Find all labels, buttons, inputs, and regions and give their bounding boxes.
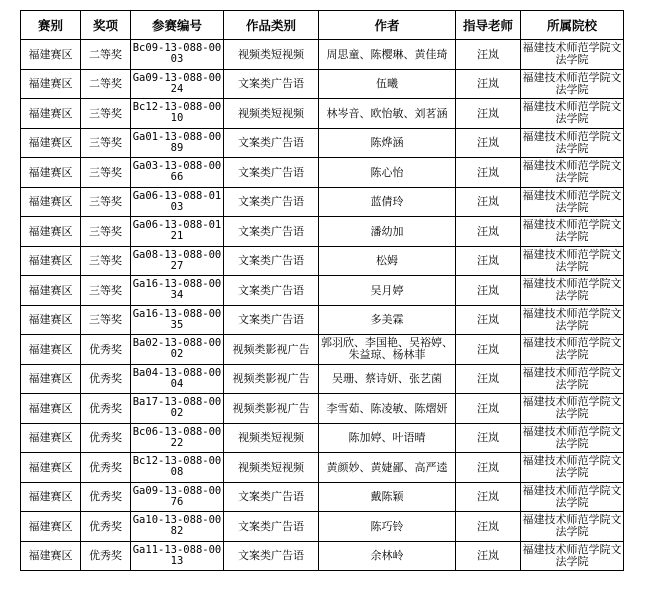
cell-award: 优秀奖 [81, 453, 131, 483]
cell-category: 文案类广告语 [224, 246, 319, 276]
cell-authors: 余林岭 [319, 541, 456, 571]
cell-category: 文案类广告语 [224, 217, 319, 247]
table-row [21, 512, 624, 542]
table-header [21, 11, 624, 40]
cell-entry-code: Ga08-13-088-0027 [131, 246, 224, 276]
cell-entry-code: Bc12-13-088-0010 [131, 99, 224, 129]
cell-award: 优秀奖 [81, 512, 131, 542]
cell-entry-code: Ga10-13-088-0082 [131, 512, 224, 542]
cell-teacher: 汪岚 [456, 423, 521, 453]
cell-school: 福建技术师范学院文法学院 [521, 276, 624, 306]
cell-entry-code: Ga09-13-088-0024 [131, 69, 224, 99]
cell-award: 优秀奖 [81, 394, 131, 424]
table-row [21, 187, 624, 217]
table-row [21, 69, 624, 99]
cell-school: 福建技术师范学院文法学院 [521, 482, 624, 512]
header-teacher: 指导老师 [456, 11, 521, 40]
header-school: 所属院校 [521, 11, 624, 40]
cell-category: 文案类广告语 [224, 128, 319, 158]
cell-school: 福建技术师范学院文法学院 [521, 40, 624, 70]
cell-teacher: 汪岚 [456, 158, 521, 188]
cell-teacher: 汪岚 [456, 482, 521, 512]
cell-category: 文案类广告语 [224, 187, 319, 217]
cell-entry-code: Ga03-13-088-0066 [131, 158, 224, 188]
cell-entry-code: Ba17-13-088-0002 [131, 394, 224, 424]
cell-teacher: 汪岚 [456, 305, 521, 335]
cell-teacher: 汪岚 [456, 364, 521, 394]
table-row [21, 217, 624, 247]
cell-teacher: 汪岚 [456, 99, 521, 129]
cell-school: 福建技术师范学院文法学院 [521, 541, 624, 571]
cell-authors: 戴陈颖 [319, 482, 456, 512]
cell-region: 福建赛区 [21, 423, 81, 453]
cell-authors: 陈加婷、叶语晴 [319, 423, 456, 453]
cell-region: 福建赛区 [21, 364, 81, 394]
cell-category: 视频类短视频 [224, 40, 319, 70]
cell-category: 视频类影视广告 [224, 364, 319, 394]
cell-award: 优秀奖 [81, 482, 131, 512]
cell-school: 福建技术师范学院文法学院 [521, 69, 624, 99]
cell-teacher: 汪岚 [456, 246, 521, 276]
cell-region: 福建赛区 [21, 40, 81, 70]
table-row [21, 335, 624, 365]
table-row [21, 364, 624, 394]
table-row [21, 276, 624, 306]
table-row [21, 453, 624, 483]
cell-category: 文案类广告语 [224, 69, 319, 99]
cell-school: 福建技术师范学院文法学院 [521, 305, 624, 335]
cell-category: 文案类广告语 [224, 276, 319, 306]
cell-authors: 李雪茹、陈凌敏、陈熠妍 [319, 394, 456, 424]
cell-entry-code: Ga09-13-088-0076 [131, 482, 224, 512]
cell-award: 二等奖 [81, 69, 131, 99]
cell-authors: 伍曦 [319, 69, 456, 99]
cell-entry-code: Ga06-13-088-0103 [131, 187, 224, 217]
cell-region: 福建赛区 [21, 276, 81, 306]
cell-authors: 黄颜妙、黄婕鄙、高严逵 [319, 453, 456, 483]
table-row [21, 99, 624, 129]
cell-award: 三等奖 [81, 246, 131, 276]
cell-award: 三等奖 [81, 217, 131, 247]
cell-category: 视频类短视频 [224, 423, 319, 453]
table-row [21, 128, 624, 158]
cell-authors: 陈烨涵 [319, 128, 456, 158]
header-row [21, 11, 624, 40]
cell-teacher: 汪岚 [456, 394, 521, 424]
cell-authors: 松姆 [319, 246, 456, 276]
cell-award: 三等奖 [81, 276, 131, 306]
cell-entry-code: Bc12-13-088-0008 [131, 453, 224, 483]
cell-authors: 吴月婷 [319, 276, 456, 306]
cell-authors: 周思童、陈樱琳、黄佳琦 [319, 40, 456, 70]
cell-region: 福建赛区 [21, 305, 81, 335]
cell-teacher: 汪岚 [456, 187, 521, 217]
cell-region: 福建赛区 [21, 482, 81, 512]
table-row [21, 246, 624, 276]
cell-authors: 吴珊、蔡诗妍、张艺菌 [319, 364, 456, 394]
cell-category: 视频类短视频 [224, 99, 319, 129]
cell-region: 福建赛区 [21, 512, 81, 542]
cell-category: 文案类广告语 [224, 541, 319, 571]
cell-entry-code: Ba04-13-088-0004 [131, 364, 224, 394]
table-body [21, 40, 624, 571]
cell-school: 福建技术师范学院文法学院 [521, 128, 624, 158]
cell-teacher: 汪岚 [456, 453, 521, 483]
cell-authors: 陈巧铃 [319, 512, 456, 542]
cell-category: 文案类广告语 [224, 305, 319, 335]
cell-category: 视频类短视频 [224, 453, 319, 483]
cell-category: 文案类广告语 [224, 158, 319, 188]
cell-region: 福建赛区 [21, 453, 81, 483]
cell-teacher: 汪岚 [456, 335, 521, 365]
cell-authors: 郭羽欣、李国艳、吴裕婷、朱益琼、杨林菲 [319, 335, 456, 365]
table-row [21, 305, 624, 335]
cell-entry-code: Bc09-13-088-0003 [131, 40, 224, 70]
cell-region: 福建赛区 [21, 99, 81, 129]
cell-entry-code: Bc06-13-088-0022 [131, 423, 224, 453]
header-region: 赛别 [21, 11, 81, 40]
cell-region: 福建赛区 [21, 335, 81, 365]
cell-region: 福建赛区 [21, 128, 81, 158]
cell-entry-code: Ba02-13-088-0002 [131, 335, 224, 365]
cell-award: 优秀奖 [81, 335, 131, 365]
cell-region: 福建赛区 [21, 69, 81, 99]
cell-entry-code: Ga16-13-088-0035 [131, 305, 224, 335]
cell-award: 三等奖 [81, 99, 131, 129]
cell-school: 福建技术师范学院文法学院 [521, 217, 624, 247]
cell-teacher: 汪岚 [456, 217, 521, 247]
cell-school: 福建技术师范学院文法学院 [521, 394, 624, 424]
cell-school: 福建技术师范学院文法学院 [521, 158, 624, 188]
table-row [21, 158, 624, 188]
cell-category: 视频类影视广告 [224, 335, 319, 365]
cell-award: 优秀奖 [81, 364, 131, 394]
cell-category: 视频类影视广告 [224, 394, 319, 424]
cell-entry-code: Ga16-13-088-0034 [131, 276, 224, 306]
cell-region: 福建赛区 [21, 158, 81, 188]
cell-school: 福建技术师范学院文法学院 [521, 453, 624, 483]
cell-teacher: 汪岚 [456, 512, 521, 542]
cell-award: 三等奖 [81, 158, 131, 188]
header-entry-code: 参赛编号 [131, 11, 224, 40]
cell-category: 文案类广告语 [224, 482, 319, 512]
cell-teacher: 汪岚 [456, 69, 521, 99]
cell-teacher: 汪岚 [456, 541, 521, 571]
cell-entry-code: Ga11-13-088-0013 [131, 541, 224, 571]
cell-school: 福建技术师范学院文法学院 [521, 423, 624, 453]
awards-table [20, 10, 624, 571]
table-row [21, 394, 624, 424]
cell-region: 福建赛区 [21, 187, 81, 217]
cell-authors: 多美霖 [319, 305, 456, 335]
cell-school: 福建技术师范学院文法学院 [521, 364, 624, 394]
cell-authors: 陈心怡 [319, 158, 456, 188]
cell-region: 福建赛区 [21, 217, 81, 247]
cell-school: 福建技术师范学院文法学院 [521, 246, 624, 276]
cell-school: 福建技术师范学院文法学院 [521, 512, 624, 542]
cell-authors: 林岑音、欧怡敏、刘茗涵 [319, 99, 456, 129]
cell-school: 福建技术师范学院文法学院 [521, 99, 624, 129]
cell-award: 三等奖 [81, 187, 131, 217]
cell-award: 优秀奖 [81, 423, 131, 453]
cell-entry-code: Ga06-13-088-0121 [131, 217, 224, 247]
header-authors: 作者 [319, 11, 456, 40]
cell-entry-code: Ga01-13-088-0089 [131, 128, 224, 158]
table-row [21, 482, 624, 512]
cell-teacher: 汪岚 [456, 128, 521, 158]
cell-teacher: 汪岚 [456, 40, 521, 70]
table-row [21, 541, 624, 571]
cell-region: 福建赛区 [21, 246, 81, 276]
cell-school: 福建技术师范学院文法学院 [521, 187, 624, 217]
table-row [21, 423, 624, 453]
cell-school: 福建技术师范学院文法学院 [521, 335, 624, 365]
cell-award: 优秀奖 [81, 541, 131, 571]
cell-award: 三等奖 [81, 128, 131, 158]
table-row [21, 40, 624, 70]
cell-category: 文案类广告语 [224, 512, 319, 542]
header-category: 作品类别 [224, 11, 319, 40]
cell-region: 福建赛区 [21, 541, 81, 571]
cell-award: 二等奖 [81, 40, 131, 70]
cell-award: 三等奖 [81, 305, 131, 335]
cell-authors: 蓝倩玲 [319, 187, 456, 217]
cell-region: 福建赛区 [21, 394, 81, 424]
cell-teacher: 汪岚 [456, 276, 521, 306]
cell-authors: 潘幼加 [319, 217, 456, 247]
header-award: 奖项 [81, 11, 131, 40]
